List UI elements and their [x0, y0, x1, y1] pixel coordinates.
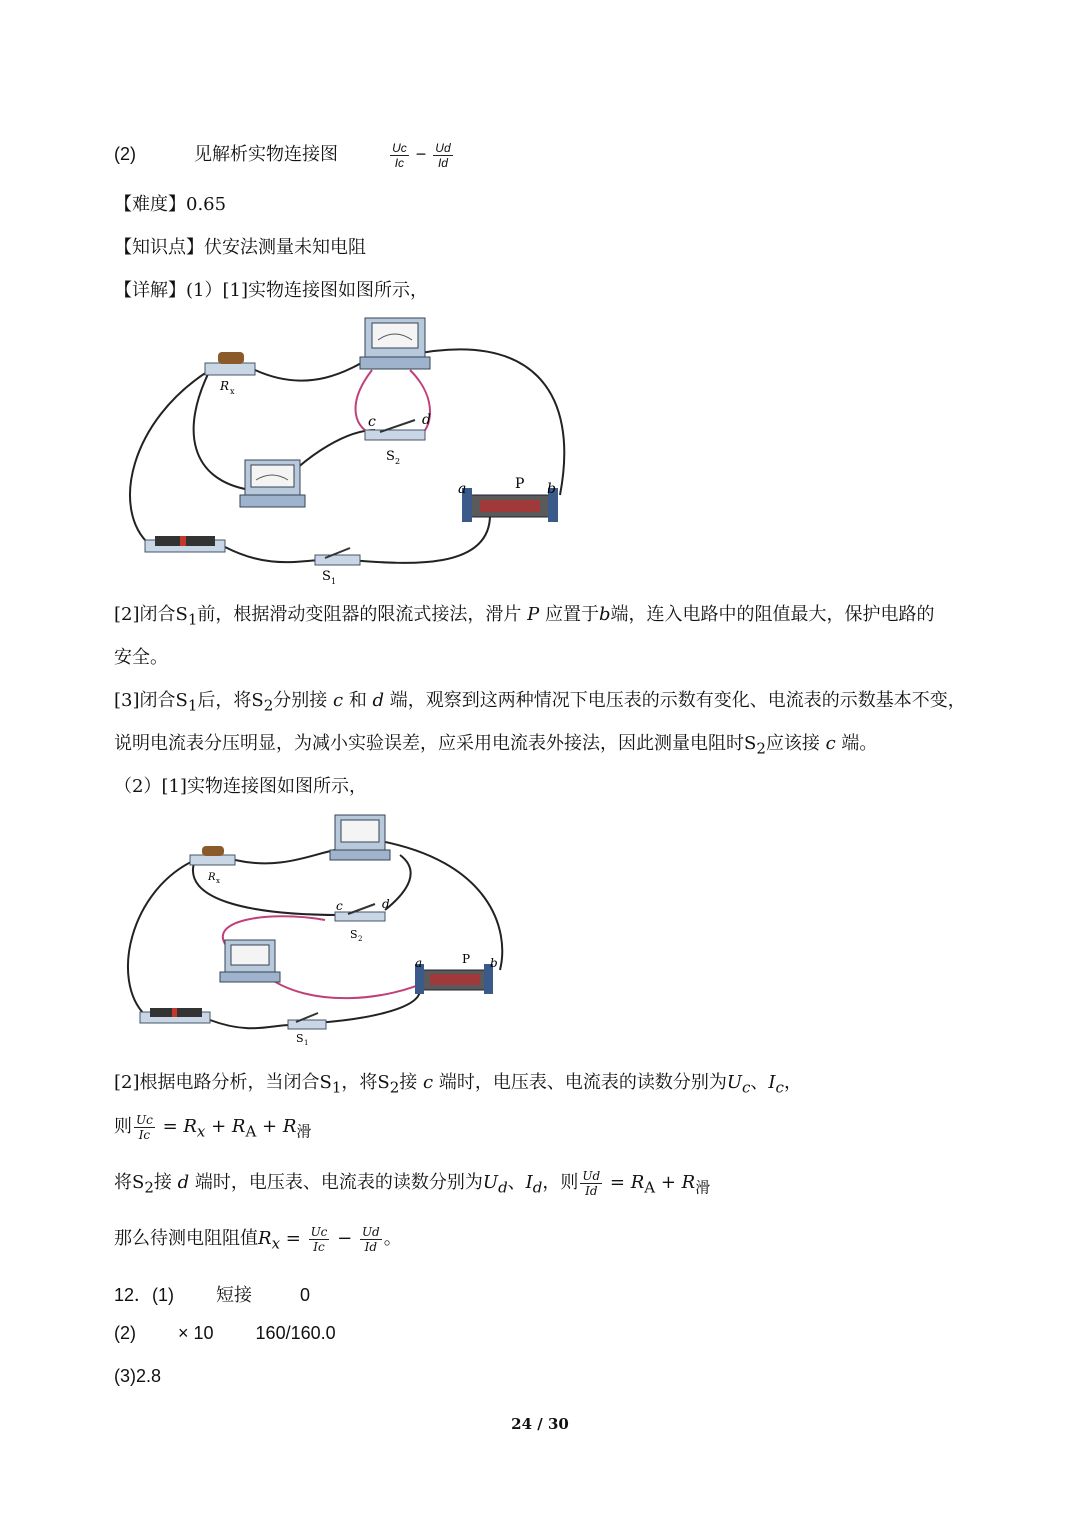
question-12-part-2: (2) × 10 160/160.0 — [114, 1323, 336, 1343]
svg-text:1: 1 — [331, 577, 337, 586]
answer-number: (2) — [114, 144, 136, 164]
svg-text:2: 2 — [358, 935, 363, 943]
svg-text:c: c — [368, 414, 376, 430]
switch-s2-2 — [335, 897, 390, 943]
svg-text:b: b — [490, 956, 498, 970]
answer-line-2 — [114, 140, 455, 170]
minus-sign: − — [415, 144, 427, 164]
paragraph-4: [2]根据电路分析，当闭合$S_1$，将$S_2$接 c 端时，电压表、电流表的读数分别为$U_c$、$I_c$， — [114, 1072, 802, 1097]
svg-text:2: 2 — [395, 457, 401, 466]
paragraph-7: 那么待测电阻阻值$R_x$ = $\frac{Uc}{Ic}$ − $\frac{Ud}{Id}$ 。 — [114, 1224, 402, 1254]
paragraph-3-line-1: [3]闭合$S_1$后，将$S_2$分别接 c 和 d 端，观察到这两种情况下电压表的示数有变化、电流表的示数基本不变， — [114, 690, 966, 715]
knowledge-point: 【知识点】伏安法测量未知电阻 — [114, 237, 366, 258]
rheostat — [458, 476, 558, 522]
paragraph-3-line-2: 说明电流表分压明显，为减小实验误差，应采用电流表外接法，因此测量电阻时$S_2$应该接 c 端。 — [114, 733, 878, 758]
svg-text:S: S — [296, 1032, 304, 1045]
difficulty: 【难度】0.65 — [114, 194, 227, 215]
svg-text:S: S — [350, 928, 358, 941]
svg-text:x: x — [230, 387, 235, 396]
svg-text:R: R — [220, 379, 230, 393]
rheostat-2 — [415, 952, 498, 994]
part-2-heading: （2）[1]实物连接图如图所示， — [114, 776, 367, 797]
switch-s1 — [315, 548, 360, 586]
voltmeter-2 — [220, 940, 280, 982]
svg-text:d: d — [422, 412, 431, 428]
question-12-part-3: (3)2.8 — [114, 1366, 162, 1386]
fraction-ud-id: $\frac{Ud}{Id}$ — [435, 140, 451, 170]
question-12-part-1: 12．(1) 短接 0 — [114, 1285, 311, 1306]
svg-text:S: S — [386, 449, 395, 464]
resistor-rx — [205, 352, 255, 396]
battery-2 — [140, 1008, 210, 1023]
paragraph-2-line-2: 安全。 — [114, 647, 168, 668]
switch-s1-2 — [288, 1013, 326, 1047]
svg-text:1: 1 — [304, 1039, 309, 1047]
svg-text:S: S — [322, 569, 331, 584]
svg-text:x: x — [216, 877, 220, 885]
answer-text: 见解析实物连接图 — [194, 144, 339, 165]
svg-text:P: P — [515, 476, 525, 492]
detail-heading: 【详解】(1）[1]实物连接图如图所示， — [114, 280, 428, 301]
paragraph-2-line-1: [2]闭合$S_1$前，根据滑动变阻器的限流式接法，滑片 P 应置于b端，连入电路中的阻值最大，保护电路的 — [114, 604, 935, 629]
circuit-figure-2 — [110, 810, 520, 1050]
svg-text:a: a — [415, 956, 423, 970]
fraction-uc-ic: $\frac{Uc}{Ic}$ — [392, 140, 407, 170]
paragraph-5: 则 $\frac{Uc}{Ic}$ = $R_x + R_A + R_滑$ — [114, 1112, 312, 1142]
svg-text:R: R — [208, 872, 216, 883]
svg-text:P: P — [462, 952, 471, 966]
page-number: 24 / 30 — [511, 1415, 569, 1433]
switch-s2 — [365, 412, 431, 466]
paragraph-6: 将$S_2$接 d 端时，电压表、电流表的读数分别为$U_d$、$I_d$，则 $\frac{Ud}{Id}$ = $R_A + R_滑$ — [114, 1168, 711, 1198]
resistor-rx-2 — [190, 846, 235, 885]
battery — [145, 536, 225, 552]
svg-text:b: b — [547, 481, 556, 497]
ammeter — [360, 318, 430, 369]
circuit-figure-1 — [110, 310, 580, 590]
svg-text:d: d — [382, 897, 390, 911]
voltmeter — [240, 460, 305, 507]
svg-text:a: a — [458, 481, 467, 497]
ammeter-2 — [330, 815, 390, 860]
svg-text:c: c — [336, 899, 343, 913]
